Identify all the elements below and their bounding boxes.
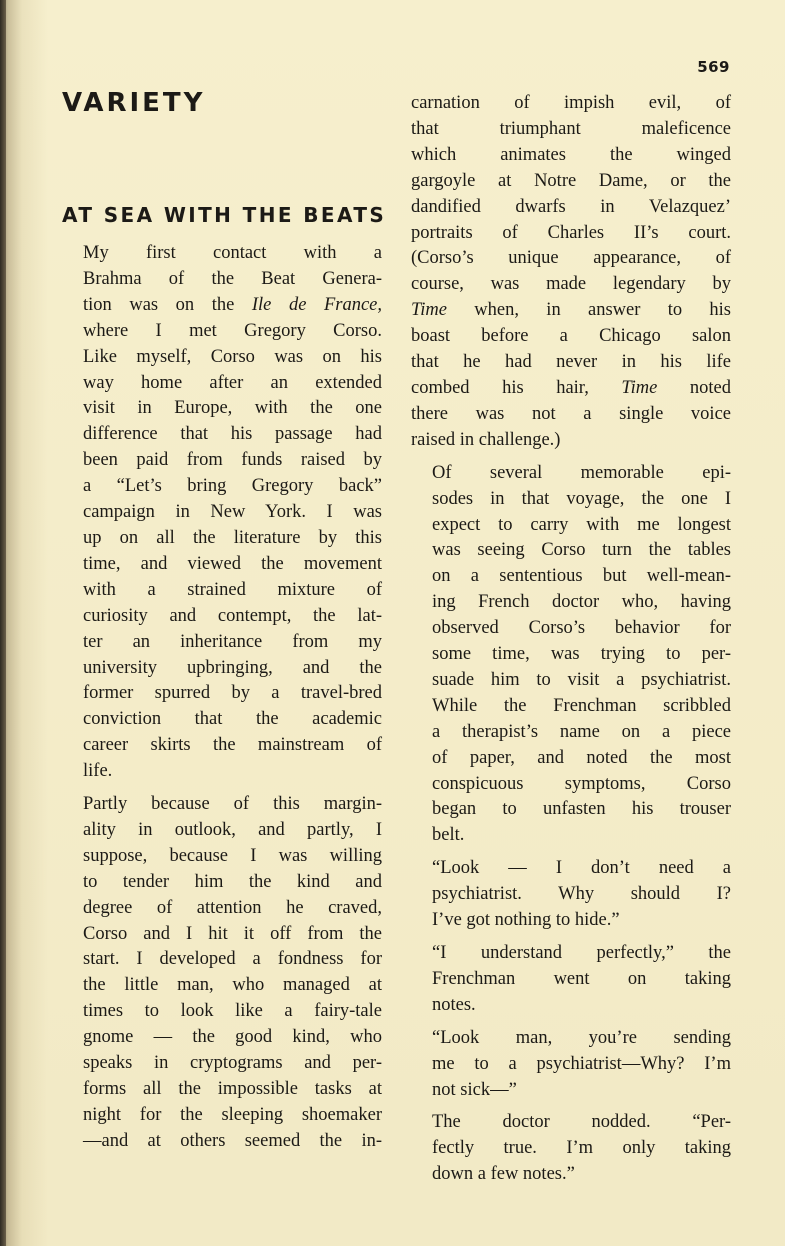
text-line: (Corso’s unique appearance, of bbox=[411, 248, 731, 269]
ship-name: Ile de France, bbox=[251, 294, 382, 315]
text-line: a therapist’s name on a piece bbox=[432, 721, 731, 742]
book-spine-shadow bbox=[0, 0, 6, 1246]
text-line: —and at others seemed the in- bbox=[83, 1130, 382, 1151]
text-line: start. I developed a fondness for bbox=[83, 949, 382, 970]
text-line: way home after an extended bbox=[83, 372, 382, 393]
magazine-name: Time bbox=[411, 300, 447, 321]
text-line: fectly true. I’m only taking bbox=[432, 1138, 731, 1159]
text-line: ality in outlook, and partly, I bbox=[83, 819, 382, 840]
text-line: suade him to visit a psychiatrist. bbox=[432, 669, 731, 690]
text-line: sodes in that voyage, the one I bbox=[432, 488, 731, 509]
text-line: portraits of Charles II’s court. bbox=[411, 222, 731, 243]
text-line: belt. bbox=[432, 825, 465, 846]
text-line: dandified dwarfs in Velazquez’ bbox=[411, 196, 731, 217]
text-line: Frenchman went on taking bbox=[432, 968, 731, 989]
paragraph bbox=[62, 792, 382, 1155]
text-line: Corso and I hit it off from the bbox=[83, 923, 382, 944]
text-line: been paid from funds raised by bbox=[83, 450, 382, 471]
text-line bbox=[62, 293, 382, 319]
text-line: curiosity and contempt, the lat- bbox=[83, 605, 382, 626]
text-line: that triumphant maleficence bbox=[411, 118, 731, 139]
text-line: The doctor nodded. “Per- bbox=[432, 1112, 731, 1133]
text-line: ing French doctor who, having bbox=[432, 592, 731, 613]
text-line: of paper, and noted the most bbox=[432, 747, 731, 768]
text-line: Like myself, Corso was on his bbox=[83, 346, 382, 367]
text-line: campaign in New York. I was bbox=[83, 502, 382, 523]
text-line: forms all the impossible tasks at bbox=[83, 1079, 382, 1099]
paragraph bbox=[411, 856, 731, 934]
text-line: was seeing Corso turn the tables bbox=[432, 540, 731, 561]
text-line: visit in Europe, with the one bbox=[83, 398, 382, 419]
text-line: career skirts the mainstream of bbox=[83, 735, 382, 756]
text-line: degree of attention he craved, bbox=[83, 897, 382, 918]
text-line: carnation of impish evil, of bbox=[411, 93, 731, 113]
text-line: conspicuous symptoms, Corso bbox=[432, 773, 731, 794]
paragraph bbox=[411, 1026, 731, 1104]
text-line: course, was made legendary by bbox=[411, 274, 731, 295]
text-segment: when, in answer to his bbox=[446, 300, 731, 321]
text-line: notes. bbox=[432, 994, 476, 1015]
section-title: VARIETY bbox=[62, 88, 206, 118]
text-line: up on all the literature by this bbox=[83, 527, 382, 548]
text-line: raised in challenge.) bbox=[411, 429, 561, 450]
text-line: speaks in cryptograms and per- bbox=[83, 1053, 382, 1074]
text-line: conviction that the academic bbox=[83, 709, 382, 730]
text-line: observed Corso’s behavior for bbox=[432, 618, 731, 639]
text-line: where I met Gregory Corso. bbox=[83, 320, 382, 341]
text-line: life. bbox=[83, 761, 113, 782]
text-line: Partly because of this margin- bbox=[83, 794, 382, 815]
text-line: Of several memorable epi- bbox=[432, 462, 731, 483]
text-line: began to unfasten his trouser bbox=[432, 799, 731, 820]
right-column bbox=[411, 91, 731, 1188]
text-line: down a few notes.” bbox=[432, 1164, 575, 1185]
text-line: the little man, who managed at bbox=[83, 975, 382, 996]
text-line: there was not a single voice bbox=[411, 403, 731, 424]
paragraph bbox=[411, 461, 731, 850]
text-line: suppose, because I was willing bbox=[83, 845, 382, 866]
text-line: While the Frenchman scribbled bbox=[432, 695, 731, 716]
text-segment: Brahma of the Beat Genera- bbox=[83, 268, 382, 289]
text-line: with a strained mixture of bbox=[83, 579, 382, 600]
text-line: which animates the winged bbox=[411, 144, 731, 165]
text-line bbox=[62, 267, 382, 293]
paragraph bbox=[411, 1110, 731, 1188]
text-line: boast before a Chicago salon bbox=[411, 326, 731, 347]
text-line: My first contact with a bbox=[83, 243, 382, 263]
text-line: that he had never in his life bbox=[411, 352, 731, 373]
text-line bbox=[411, 376, 731, 402]
text-line: former spurred by a travel-bred bbox=[83, 683, 382, 704]
text-line: times to look like a fairy-tale bbox=[83, 1001, 382, 1022]
page-number: 569 bbox=[697, 58, 730, 76]
text-line: to tender him the kind and bbox=[83, 871, 382, 892]
text-line: difference that his passage had bbox=[83, 424, 382, 445]
paragraph bbox=[62, 241, 382, 785]
text-line: not sick—” bbox=[432, 1079, 517, 1100]
text-line: psychiatrist. Why should I? bbox=[432, 884, 731, 905]
text-line: ter an inheritance from my bbox=[83, 631, 382, 652]
text-line: time, and viewed the movement bbox=[83, 553, 382, 574]
text-line: “Look man, you’re sending bbox=[432, 1027, 731, 1048]
text-line: some time, was trying to per- bbox=[432, 644, 731, 665]
text-line: “Look — I don’t need a bbox=[432, 858, 731, 879]
text-line: on a sententious but well-mean- bbox=[432, 566, 731, 587]
text-line: gargoyle at Notre Dame, or the bbox=[411, 170, 731, 191]
text-segment: noted bbox=[657, 377, 731, 398]
text-line: a “Let’s bring Gregory back” bbox=[83, 476, 382, 497]
text-segment: combed his hair, bbox=[411, 377, 622, 398]
text-line: me to a psychiatrist—Why? I’m bbox=[432, 1053, 731, 1074]
text-line: university upbringing, and the bbox=[83, 657, 382, 678]
text-line: night for the sleeping shoemaker bbox=[83, 1104, 382, 1125]
left-column bbox=[62, 241, 382, 1155]
magazine-name: Time bbox=[621, 377, 658, 398]
text-segment: tion was on the bbox=[83, 294, 252, 315]
text-line: expect to carry with me longest bbox=[432, 514, 731, 535]
text-line bbox=[411, 298, 731, 324]
text-line: I’ve got nothing to hide.” bbox=[432, 910, 620, 931]
text-line: gnome — the good kind, who bbox=[83, 1027, 382, 1048]
article-title: AT SEA WITH THE BEATS bbox=[62, 203, 387, 227]
text-line: “I understand perfectly,” the bbox=[432, 943, 731, 963]
paragraph bbox=[411, 941, 731, 1019]
paragraph bbox=[411, 91, 731, 454]
